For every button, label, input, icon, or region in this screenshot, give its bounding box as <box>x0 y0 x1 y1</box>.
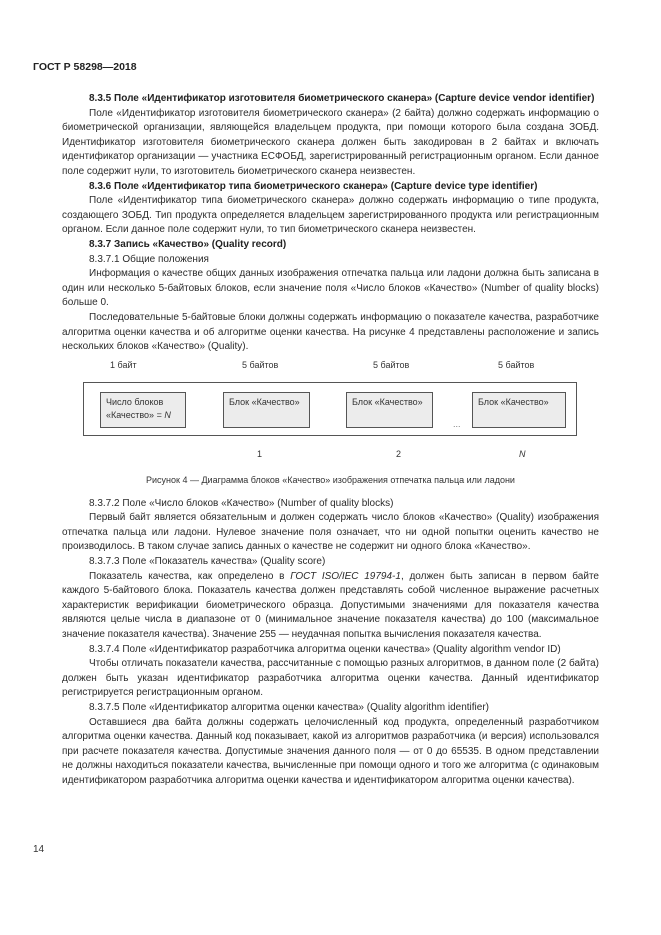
paragraph-8-3-6: Поле «Идентификатор типа биометрического сканера» должно содержать информацию о типе продукта, создающего ЗОБД. Тип продукта определяется владельцем зарегистрированного продукта или регистрационным органом. Если данное поле содержит нули, то тип биометрического сканера неизвестен. <box>62 195 599 236</box>
count-variable-n: N <box>164 409 171 420</box>
figure-label-1-byte: 1 байт <box>110 359 137 370</box>
count-box-line-1: Число блоков <box>106 396 164 407</box>
block-index-1: 1 <box>257 448 263 459</box>
paragraph-8-3-7-2: Первый байт является обязательным и должен содержать число блоков «Качество» (Quality) изображения отпечатка пальца или ладони. Нулевое значение поля означает, что ни одной попытки оценить качество не производилось. В таком случае запись данных о качестве не содержит ни одного блока «Качество». <box>62 512 599 553</box>
section-heading-8-3-6: 8.3.6 Поле «Идентификатор типа биометрического сканера» (Capture device type identifier) <box>89 180 538 192</box>
figure-label-5-bytes-1: 5 байтов <box>242 359 279 370</box>
figure-caption: Рисунок 4 — Диаграмма блоков «Качество» изображения отпечатка пальца или ладони <box>146 474 515 485</box>
count-box-line-2: «Качество» = N <box>106 409 171 420</box>
paragraph-8-3-7-1-b: Последовательные 5-байтовые блоки должны содержать информацию о показателе качества, разработчике алгоритма оценки качества и об алгоритме оценки качества. На рисунке 4 представлены расположение и запись нескольких блоков «Качество» (Quality). <box>62 311 599 353</box>
figure-label-5-bytes-2: 5 байтов <box>373 359 410 370</box>
quality-block-2 <box>346 392 433 428</box>
document-body <box>62 92 599 789</box>
paragraph-8-3-7-1-a: Информация о качестве общих данных изображения отпечатка пальца или ладони должна быть записана в один или несколько 5-байтовых блоков, если значение поля «Число блоков «Качество» (Number of quality blocks) больше 0. <box>62 268 599 309</box>
number-of-quality-blocks-box <box>100 392 186 428</box>
section-heading-8-3-7: 8.3.7 Запись «Качество» (Quality record) <box>89 238 287 250</box>
figure-4-quality-blocks-diagram <box>62 355 599 497</box>
figure-label-5-bytes-3: 5 байтов <box>498 359 535 370</box>
block-index-2: 2 <box>396 448 402 459</box>
subsection-title-8-3-7-2: 8.3.7.2 Поле «Число блоков «Качество» (Number of quality blocks) <box>89 497 394 509</box>
paragraph-8-3-7-3: Показатель качества, как определено в ГОСТ ISO/IEC 19794-1, должен быть записан в первом байте каждого 5-байтового блока. Показатель качества должен представлять собой численное выражение расчетных характеристик верификации биометрического образца. Допустимыми значениями для показателя качества являются целые числа в диапазоне от 0 (минимальное значение показателя качества) до 100 (максимальное значение показателя качества). Значение 255 — неудачная попытка вычисления показателя качества. <box>62 570 599 641</box>
quality-block-label: Блок «Качество» <box>478 396 549 407</box>
paragraph-8-3-7-4: Чтобы отличать показатели качества, рассчитанные с помощью разных алгоритмов, в данном поле (2 байта) должен быть указан идентификатор разработчика алгоритма оценки качества. Данный идентификатор регистрируется регистрационным органом. <box>62 658 599 699</box>
quality-block-1 <box>223 392 310 428</box>
document-id-header: ГОСТ Р 58298—2018 <box>33 61 137 73</box>
block-index-n: N <box>519 448 526 459</box>
section-heading-8-3-5: 8.3.5 Поле «Идентификатор изготовителя биометрического сканера» (Capture device vendor identifier) <box>89 93 595 104</box>
page-number: 14 <box>33 844 45 855</box>
ellipsis: ... <box>453 418 461 429</box>
quality-block-n <box>472 392 566 428</box>
subsection-title-8-3-7-5: 8.3.7.5 Поле «Идентификатор алгоритма оценки качества» (Quality algorithm identifier) <box>89 702 489 713</box>
subsection-title-8-3-7-3: 8.3.7.3 Поле «Показатель качества» (Quality score) <box>89 556 326 568</box>
paragraph-8-3-7-5: Оставшиеся два байта должны содержать целочисленный код продукта, определенный разработчиком алгоритма оценки качества. Данный код показывает, какой из алгоритмов разработчика (и версия) использовался при расчете показателя качества. Допустимые значения данного поля — от 0 до 65535. В одном представлении не должны находиться показатели качества, вычисленные при помощи одного и того же алгоритма (с одинаковым идентификатором разработчика алгоритма оценки качества и идентификатором алгоритма оценки качества). <box>62 716 599 786</box>
subsection-title-8-3-7-4: 8.3.7.4 Поле «Идентификатор разработчика алгоритма оценки качества» (Quality algorithm vendor ID) <box>89 643 561 655</box>
quality-block-label: Блок «Качество» <box>352 396 423 407</box>
paragraph-8-3-5: Поле «Идентификатор изготовителя биометрического сканера» (2 байта) должно содержать информацию о биометрической организации, являющейся владельцем продукта, при помощи которого была создана ЗОБД. Идентификатор изготовителя биометрического сканера должен быть закодирован в 2 байтах и включать идентификатор организации — участника ЕСФОБД, зарегистрированный регистрационным органом. Если данное поле содержит нули, то изготовитель биометрического сканера неизвестен. <box>62 107 599 177</box>
subsection-title-8-3-7-1: 8.3.7.1 Общие положения <box>89 253 209 265</box>
standard-reference: ГОСТ ISO/IEC 19794-1 <box>290 570 401 582</box>
quality-block-label: Блок «Качество» <box>229 396 300 407</box>
